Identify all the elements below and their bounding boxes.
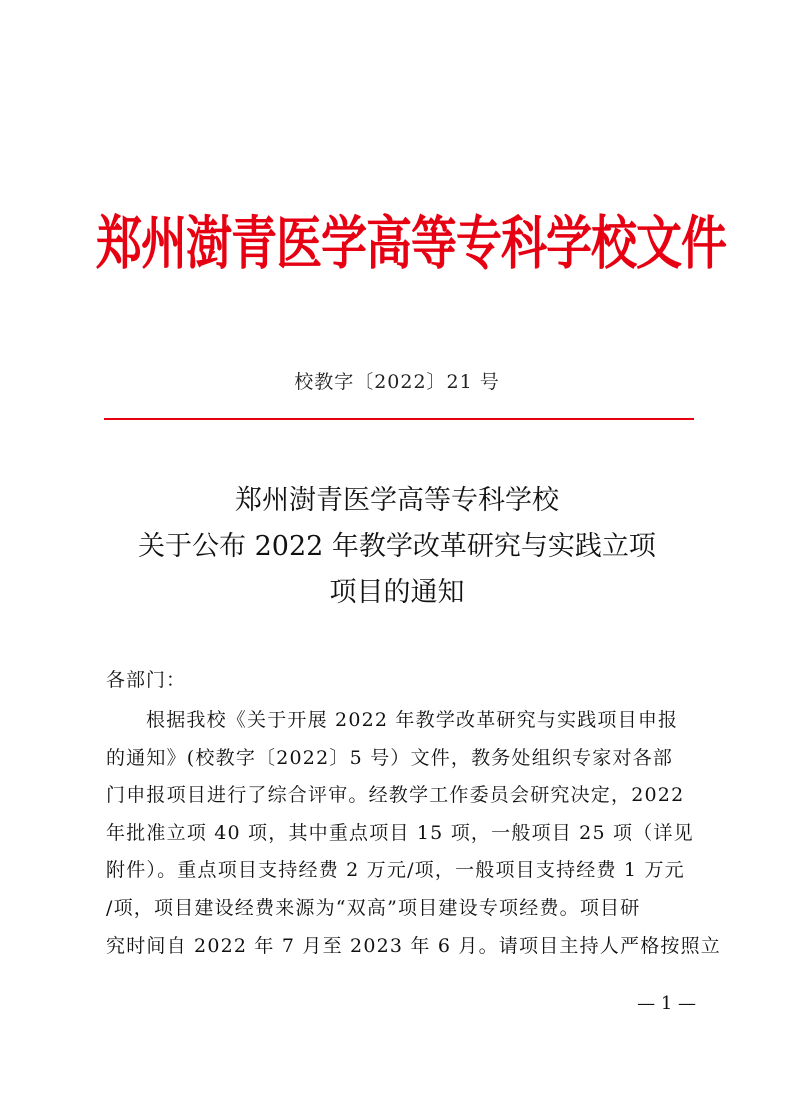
body-line-6: /项，项目建设经费来源为“双高”项目建设专项经费。项目研 bbox=[106, 896, 641, 919]
body-line-3: 门申报项目进行了综合评审。经教学工作委员会研究决定，2022 bbox=[106, 784, 685, 807]
document-number: 校教字〔2022〕21 号 bbox=[294, 371, 500, 393]
body-line-7: 究时间自 2022 年 7 月至 2023 年 6 月。请项目主持人严格按照立 bbox=[106, 934, 722, 957]
red-divider-line bbox=[104, 418, 694, 420]
body-line-2: 的通知》(校教字〔2022〕5 号）文件，教务处组织专家对各部 bbox=[106, 746, 674, 769]
page-number: — 1 — bbox=[637, 993, 696, 1014]
title-line-3: 项目的通知 bbox=[329, 577, 465, 608]
body-line-1: 根据我校《关于开展 2022 年教学改革研究与实践项目申报 bbox=[146, 709, 679, 731]
body-line-5: 附件）。重点项目支持经费 2 万元/项，一般项目支持经费 1 万元 bbox=[106, 859, 685, 882]
salutation: 各部门： bbox=[106, 669, 187, 691]
title-line-1: 郑州澍青医学高等专科学校 bbox=[235, 485, 559, 516]
document-masthead: 郑州澍青医学高等专科学校文件 bbox=[96, 209, 726, 277]
title-line-2: 关于公布 2022 年教学改革研究与实践立项 bbox=[138, 531, 656, 562]
body-line-4: 年批准立项 40 项，其中重点项目 15 项，一般项目 25 项（详见 bbox=[106, 821, 694, 844]
notice-title bbox=[60, 478, 734, 616]
body-paragraph bbox=[106, 702, 722, 965]
